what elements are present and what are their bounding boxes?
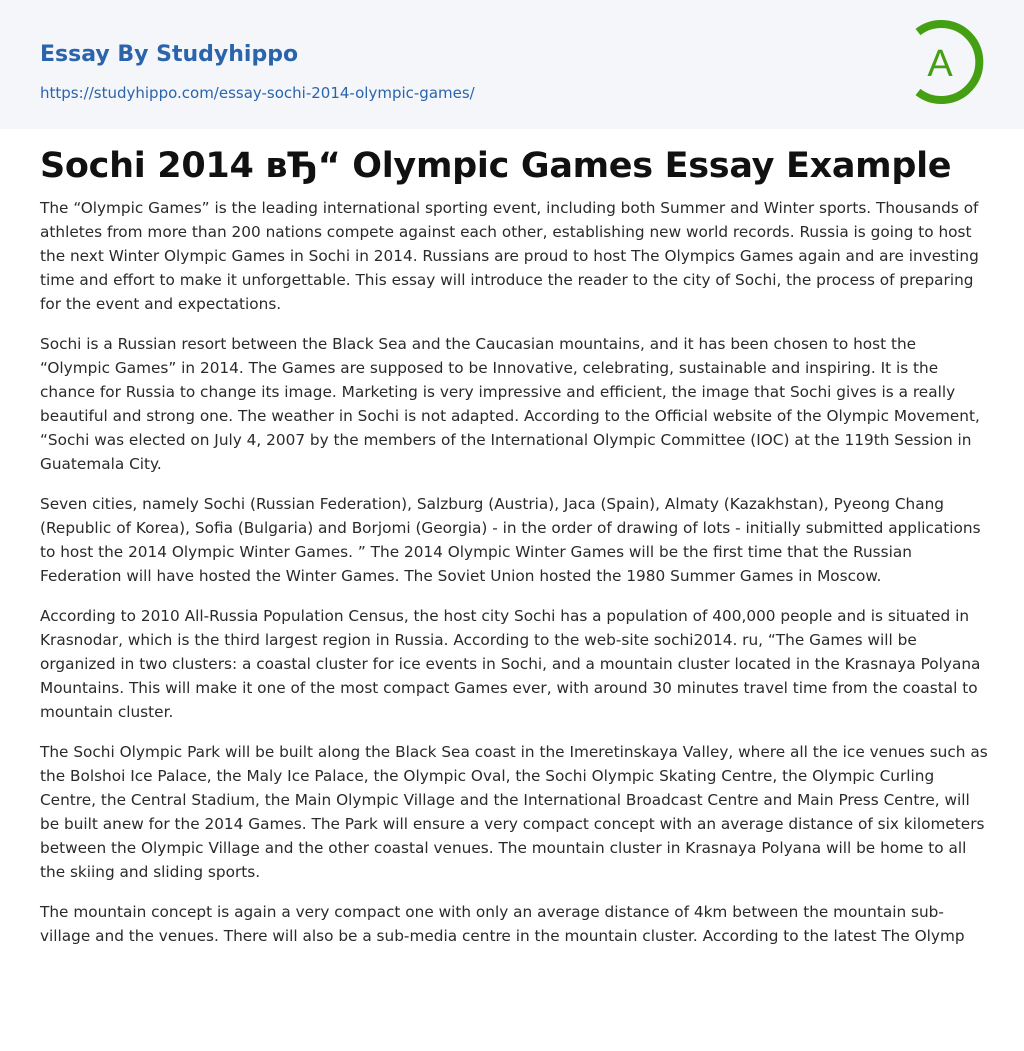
essay-paragraph: According to 2010 All-Russia Population Census, the host city Sochi has a population of 400,000 people and is situated in Krasnodar, which is the third largest region in Russia. According to the web-site sochi2014. ru, “The Games will be organized in two clusters: a coastal cluster for ice events in Sochi, and a mountain cluster located in the Krasnaya Polyana Mountains. This will make it one of the most compact Games ever, with around 30 minutes travel time from the coastal to mountain cluster.	[40, 607, 981, 721]
page-title: Sochi 2014 вЂ“ Olympic Games Essay Example	[40, 146, 952, 186]
essay-paragraph: Sochi is a Russian resort between the Black Sea and the Caucasian mountains, and it has been chosen to host the “Olympic Games” in 2014. The Games are supposed to be Innovative, celebrating, sustainable and inspiring. It is the chance for Russia to change its image. Marketing is very impressive and efficient, the image that Sochi gives is a really beautiful and strong one. The weather in Sochi is not adapted. According to the Official website of the Olympic Movement, “Sochi was elected on July 4, 2007 by the members of the International Olympic Committee (IOC) at the 119th Session in Guatemala City.	[40, 335, 980, 473]
brand-name[interactable]: Essay By Studyhippo	[40, 42, 299, 67]
site-header	[0, 0, 1024, 129]
essay-url-link[interactable]: https://studyhippo.com/essay-sochi-2014-olympic-games/	[40, 84, 475, 102]
essay-paragraph: The “Olympic Games” is the leading international sporting event, including both Summer and Winter sports. Thousands of athletes from more than 200 nations compete against each other, establishing new world records. Russia is going to host the next Winter Olympic Games in Sochi in 2014. Russians are proud to host The Olympics Games again and are investing time and effort to make it unforgettable. This essay will introduce the reader to the city of Sochi, the process of preparing for the event and expectations.	[40, 199, 979, 313]
essay-paragraph: The Sochi Olympic Park will be built along the Black Sea coast in the Imeretinskaya Valley, where all the ice venues such as the Bolshoi Ice Palace, the Maly Ice Palace, the Olympic Oval, the Sochi Olympic Skating Centre, the Olympic Curling Centre, the Central Stadium, the Main Olympic Village and the International Broadcast Centre and Main Press Centre, will be built anew for the 2014 Games. The Park will ensure a very compact concept with an average distance of six kilometers between the Olympic Village and the other coastal venues. The mountain cluster in Krasnaya Polyana will be home to all the skiing and sliding sports.	[40, 743, 988, 881]
essay-body	[40, 196, 990, 964]
essay-paragraph: The mountain concept is again a very compact one with only an average distance of 4km between the mountain sub-village and the venues. There will also be a sub-media centre in the mountain cluster. According to the latest The Olymp	[40, 903, 965, 945]
logo-letter: A	[927, 43, 953, 85]
studyhippo-logo-icon[interactable]	[904, 18, 988, 106]
essay-paragraph: Seven cities, namely Sochi (Russian Federation), Salzburg (Austria), Jaca (Spain), Almaty (Kazakhstan), Pyeong Chang (Republic of Korea), Sofia (Bulgaria) and Borjomi (Georgia) - in the order of drawing of lots - initially submitted applications to host the 2014 Olympic Winter Games. ” The 2014 Olympic Winter Games will be the first time that the Russian Federation will have hosted the Winter Games. The Soviet Union hosted the 1980 Summer Games in Moscow.	[40, 495, 981, 585]
